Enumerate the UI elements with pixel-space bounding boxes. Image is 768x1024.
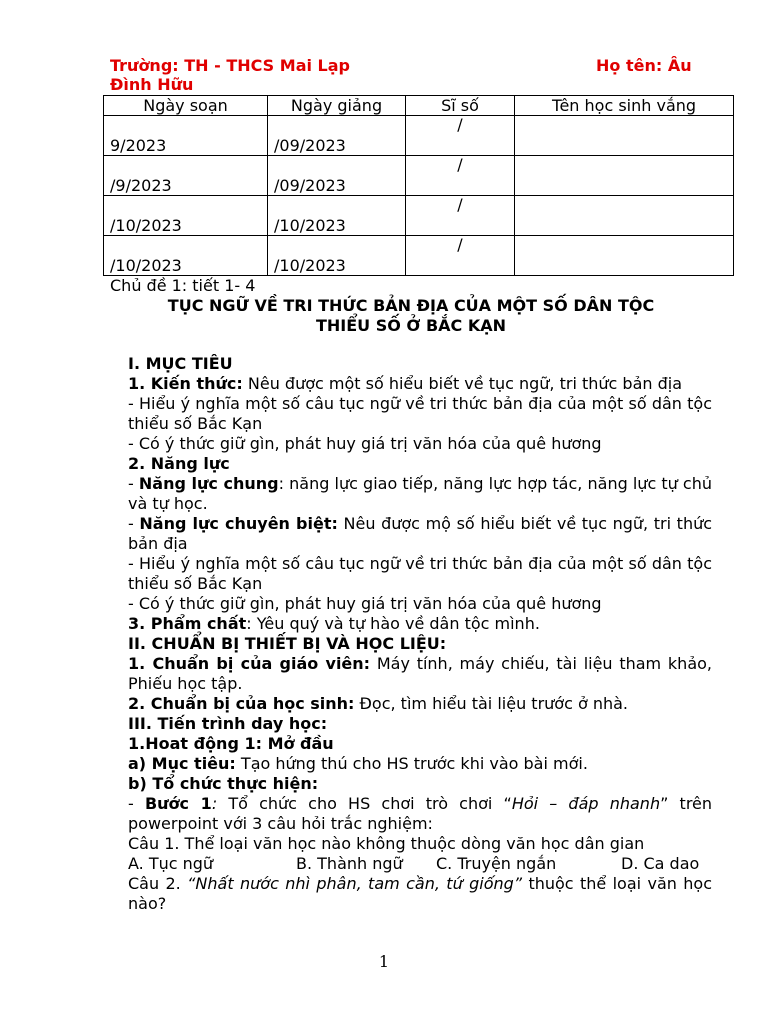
document-body [110, 276, 712, 914]
activity-1-organization: b) Tổ chức thực hiện: [128, 774, 319, 793]
competence-heading: 2. Năng lực [128, 454, 230, 473]
question-2-text: thuộc thể loại văn học nào? [128, 874, 712, 913]
schedule-table [103, 95, 734, 276]
question-1: Câu 1. Thể loại văn học nào không thuộc dòng văn học dân gian [128, 834, 645, 853]
knowledge-text: Nêu được một số hiểu biết về tục ngữ, tri thức bản địa [242, 374, 683, 393]
class-size: / [406, 236, 515, 276]
class-size: / [406, 196, 515, 236]
question-2-label: Câu 2. [128, 874, 188, 893]
objective-text: Tạo hứng thú cho HS trước khi vào bài mới. [235, 754, 588, 773]
absent-students [515, 236, 734, 276]
table-row [104, 156, 734, 196]
special-competence-label: Năng lực chuyên biệt: [139, 514, 338, 533]
activity-1-heading: 1.Hoat động 1: Mở đầu [128, 734, 334, 753]
option-d: D. Ca dao [621, 854, 700, 873]
objective-label: a) Mục tiêu: [128, 754, 236, 773]
column-header: Ngày giảng [268, 96, 406, 116]
table-row [104, 196, 734, 236]
special-competence-text: Nêu được mộ số hiểu biết về tục ngữ, tri thức bản địa [128, 514, 713, 553]
knowledge-paragraph [110, 374, 712, 394]
prep-date: /9/2023 [104, 156, 268, 196]
knowledge-label: 1. Kiến thức: [128, 374, 243, 393]
teach-date: /09/2023 [268, 156, 406, 196]
prep-date: 9/2023 [104, 116, 268, 156]
table-row [104, 116, 734, 156]
general-competence-text: : năng lực giao tiếp, năng lực hợp tác, năng lực tự chủ và tự học. [128, 474, 713, 513]
competence-bullet-1: - Hiểu ý nghĩa một số câu tục ngữ về tri thức bản địa của một số dân tộc thiểu số Bắc Kạn [128, 554, 712, 593]
activity-1-objective [110, 754, 712, 774]
prep-date: /10/2023 [104, 236, 268, 276]
bullet-dash: - [128, 514, 140, 533]
table-header-row [104, 96, 734, 116]
step-1-text: Tổ chức cho HS chơi trò chơi “ [217, 794, 512, 813]
teacher-name-continued: Đình Hữu [110, 75, 194, 94]
column-header: Ngày soạn [104, 96, 268, 116]
lesson-title-line-1: TỤC NGỮ VỀ TRI THỨC BẢN ĐỊA CỦA MỘT SỐ DÂN TỘC [167, 296, 655, 315]
table-row [104, 236, 734, 276]
general-competence [110, 474, 712, 514]
step-1-colon: : [211, 794, 218, 813]
section-procedure-heading: III. Tiến trình day học: [128, 714, 328, 733]
quality-paragraph [110, 614, 712, 634]
teach-date: /10/2023 [268, 236, 406, 276]
teach-date: /09/2023 [268, 116, 406, 156]
option-c: C. Truyện ngắn [436, 854, 557, 873]
column-header: Sĩ số [406, 96, 515, 116]
student-preparation-label: 2. Chuẩn bị của học sinh: [128, 694, 355, 713]
student-preparation-text: Đọc, tìm hiểu tài liệu trước ở nhà. [354, 694, 629, 713]
quality-text: : Yêu quý và tự hào về dân tộc mình. [246, 614, 540, 633]
absent-students [515, 156, 734, 196]
proverb-quote: “Nhất nước nhì phân, tam cần, tứ giống” [187, 874, 523, 893]
general-competence-label: Năng lực chung [138, 474, 279, 493]
section-objectives-heading: I. MỤC TIÊU [128, 354, 233, 373]
teacher-preparation-label: 1. Chuẩn bị của giáo viên: [128, 654, 371, 673]
lesson-title-line-2: THIỂU SỐ Ở BẮC KẠN [315, 316, 507, 335]
student-preparation [110, 694, 712, 714]
class-size: / [406, 156, 515, 196]
step-1-text-end: ” trên powerpoint với 3 câu hỏi trắc nghiệm: [128, 794, 713, 833]
bullet-dash: - [128, 474, 139, 493]
knowledge-bullet-2: - Có ý thức giữ gìn, phát huy giá trị văn hóa của quê hương [128, 434, 602, 453]
school-name: Trường: TH - THCS Mai Lạp [110, 56, 350, 75]
game-name: Hỏi – đáp nhanh [511, 794, 661, 813]
topic-line: Chủ đề 1: tiết 1- 4 [110, 276, 256, 295]
prep-date: /10/2023 [104, 196, 268, 236]
quality-label: 3. Phẩm chất [128, 614, 247, 633]
section-preparation-heading: II. CHUẨN BỊ THIẾT BỊ VÀ HỌC LIỆU: [128, 634, 447, 653]
competence-bullet-2: - Có ý thức giữ gìn, phát huy giá trị văn hóa của quê hương [128, 594, 602, 613]
teacher-preparation [110, 654, 712, 694]
question-1-options [110, 854, 712, 874]
teacher-preparation-text: Máy tính, máy chiếu, tài liệu tham khảo, Phiếu học tập. [128, 654, 712, 693]
bullet-dash: - [128, 794, 145, 813]
page-number: 1 [378, 952, 390, 971]
option-b: B. Thành ngữ [296, 854, 403, 873]
class-size: / [406, 116, 515, 156]
column-header: Tên học sinh vắng [515, 96, 734, 116]
question-2 [110, 874, 712, 914]
teacher-name: Họ tên: Âu [596, 56, 692, 75]
step-1-label: Bước 1 [144, 794, 212, 813]
option-a: A. Tục ngữ [128, 854, 214, 873]
teach-date: /10/2023 [268, 196, 406, 236]
absent-students [515, 196, 734, 236]
absent-students [515, 116, 734, 156]
step-1-paragraph [110, 794, 712, 834]
special-competence [110, 514, 712, 554]
knowledge-bullet-1: - Hiểu ý nghĩa một số câu tục ngữ về tri thức bản địa của một số dân tộc thiểu số Bắc Kạn [128, 394, 712, 433]
